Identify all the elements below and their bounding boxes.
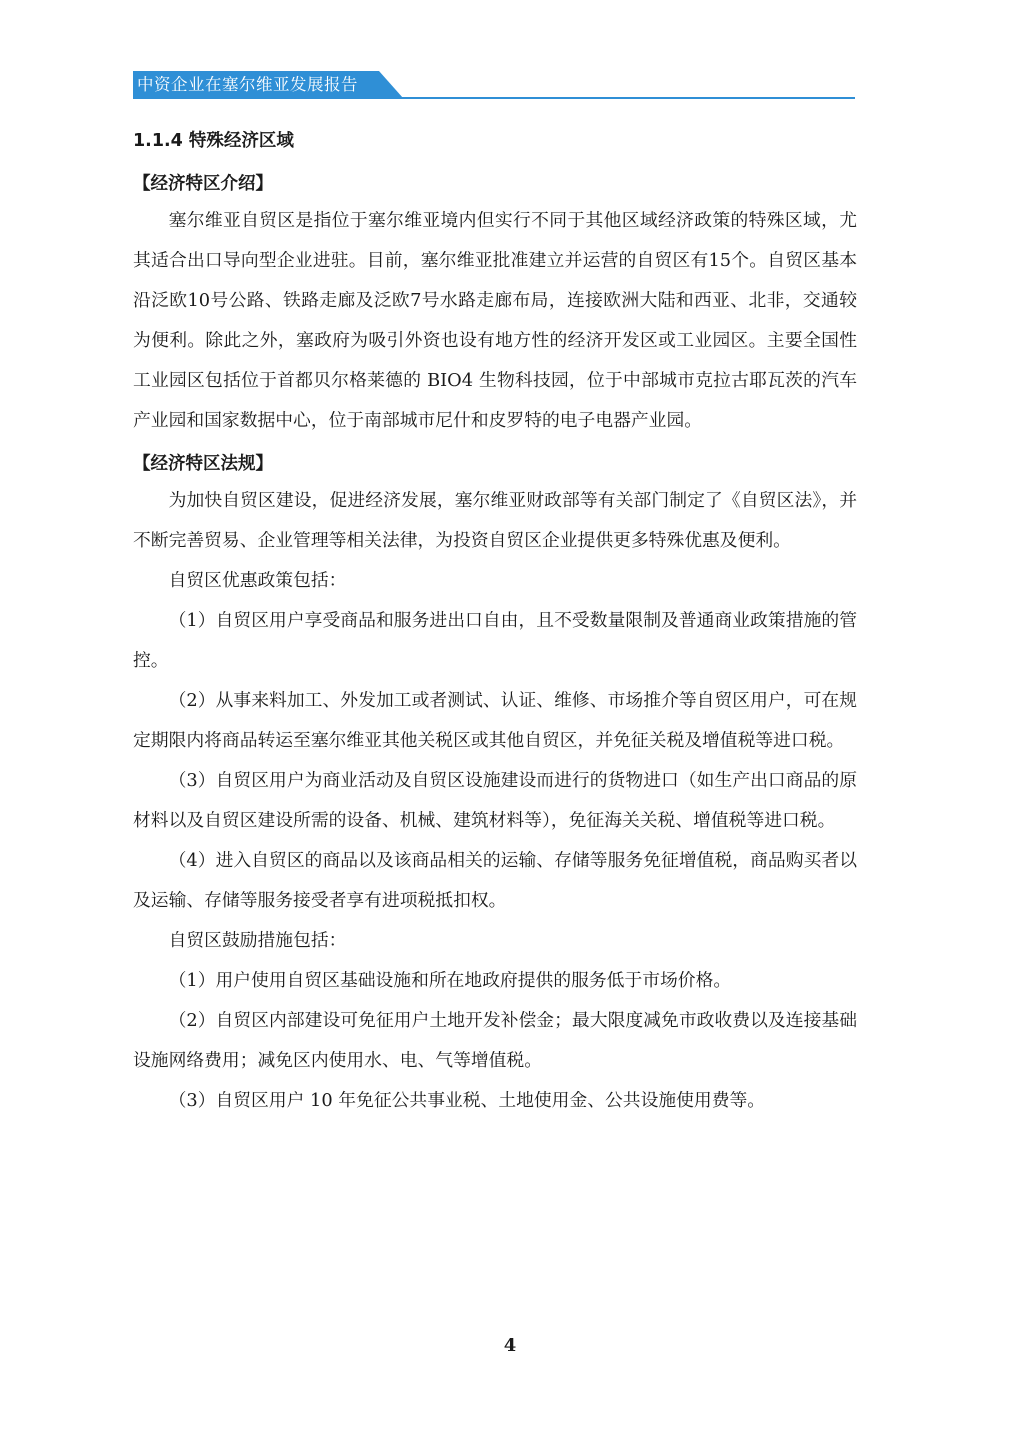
- incentive-item-2: （2）自贸区内部建设可免征用户土地开发补偿金；最大限度减免市政收费以及连接基础设施网络费用；减免区内使用水、电、气等增值税。: [133, 1010, 857, 1071]
- regulations-paragraph: 为加快自贸区建设，促进经济发展，塞尔维亚财政部等有关部门制定了《自贸区法》，并不断完善贸易、企业管理等相关法律，为投资自贸区企业提供更多特殊优惠及便利。: [133, 490, 857, 551]
- preferential-policies-label: 自贸区优惠政策包括：: [168, 570, 347, 591]
- intro-heading: 【经济特区介绍】: [133, 174, 273, 194]
- intro-paragraph: 塞尔维亚自贸区是指位于塞尔维亚境内但实行不同于其他区域经济政策的特殊区域，尤其适合出口导向型企业进驻。目前，塞尔维亚批准建立并运营的自贸区有15个。自贸区基本沿泛欧10号公路、铁路走廊及泛欧7号水路走廊布局，连接欧洲大陆和西亚、北非，交通较为便利。除此之外，塞政府为吸引外资也设有地方性的经济开发区或工业园区。主要全国性工业园区包括位于首都贝尔格莱德的 BIO4 生物科技园，位于中部城市克拉古耶瓦茨的汽车产业园和国家数据中心，位于南部城市尼什和皮罗特的电子电器产业园。: [133, 210, 857, 431]
- incentive-item-3: （3）自贸区用户 10 年免征公共事业税、土地使用金、公共设施使用费等。: [168, 1090, 766, 1111]
- policy-item-4: （4）进入自贸区的商品以及该商品相关的运输、存储等服务免征增值税，商品购买者以及运输、存储等服务接受者享有进项税抵扣权。: [133, 850, 857, 911]
- incentive-measures-label: 自贸区鼓励措施包括：: [168, 930, 347, 951]
- page-content: [133, 122, 857, 1121]
- section-heading: 1.1.4 特殊经济区域: [133, 131, 294, 151]
- policy-item-1: （1）自贸区用户享受商品和服务进出口自由，且不受数量限制及普通商业政策措施的管控。: [133, 610, 857, 671]
- incentive-item-1: （1）用户使用自贸区基础设施和所在地政府提供的服务低于市场价格。: [168, 970, 732, 991]
- regulations-heading: 【经济特区法规】: [133, 454, 273, 474]
- policy-item-2: （2）从事来料加工、外发加工或者测试、认证、维修、市场推介等自贸区用户，可在规定期限内将商品转运至塞尔维亚其他关税区或其他自贸区，并免征关税及增值税等进口税。: [133, 690, 857, 751]
- page-number: 4: [503, 1335, 517, 1356]
- header-rule: [133, 97, 855, 99]
- policy-item-3: （3）自贸区用户为商业活动及自贸区设施建设而进行的货物进口（如生产出口商品的原材料以及自贸区建设所需的设备、机械、建筑材料等），免征海关关税、增值税等进口税。: [133, 770, 857, 831]
- header-title: 中资企业在塞尔维亚发展报告: [137, 75, 358, 94]
